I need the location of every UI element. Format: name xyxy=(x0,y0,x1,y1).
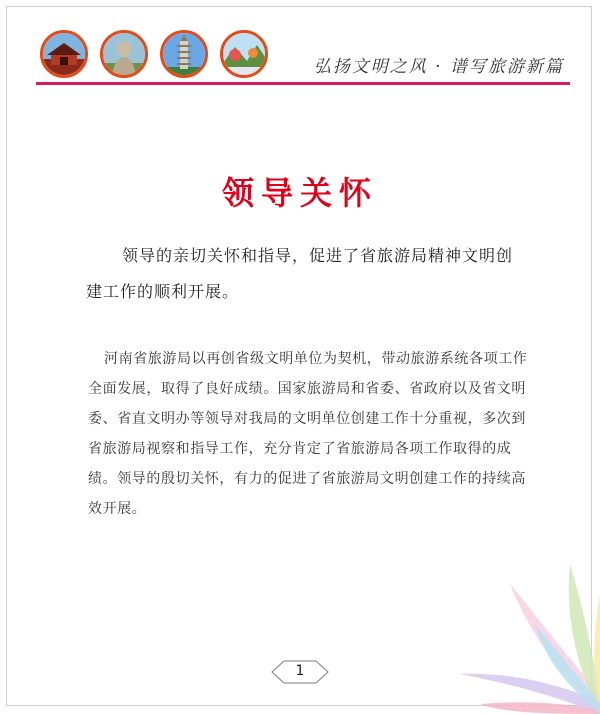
page-header xyxy=(0,0,600,90)
decorative-petals xyxy=(360,554,600,714)
intro-paragraph xyxy=(86,238,526,310)
intro-text: 领导的亲切关怀和指导，促进了省旅游局精神文明创建工作的顺利开展。 xyxy=(86,246,514,301)
body-paragraph xyxy=(88,344,534,524)
body-text: 河南省旅游局以再创省级文明单位为契机，带动旅游系统各项工作全面发展，取得了良好成绩。国家旅游局和省委、省政府以及省文明委、省直文明办等领导对我局的文明单位创建工作十分重视，多次到省旅游局视察和指导工作，充分肯定了省旅游局各项工作取得的成绩。领导的殷切关怀，有力的促进了省旅游局文明创建工作的持续高效开展。 xyxy=(88,351,528,517)
header-slogan: 弘扬文明之风 · 谱写旅游新篇 xyxy=(313,57,564,77)
page-number: 1 xyxy=(295,663,305,679)
page-number-badge xyxy=(270,659,330,685)
header-divider xyxy=(36,82,570,85)
header-photo-strip xyxy=(40,30,268,78)
temple-photo xyxy=(40,30,88,78)
buddha-statue-photo xyxy=(100,30,148,78)
page-title: 领导关怀 xyxy=(221,174,378,212)
mountain-scenery-photo xyxy=(220,30,268,78)
pagoda-tower-photo xyxy=(160,30,208,78)
